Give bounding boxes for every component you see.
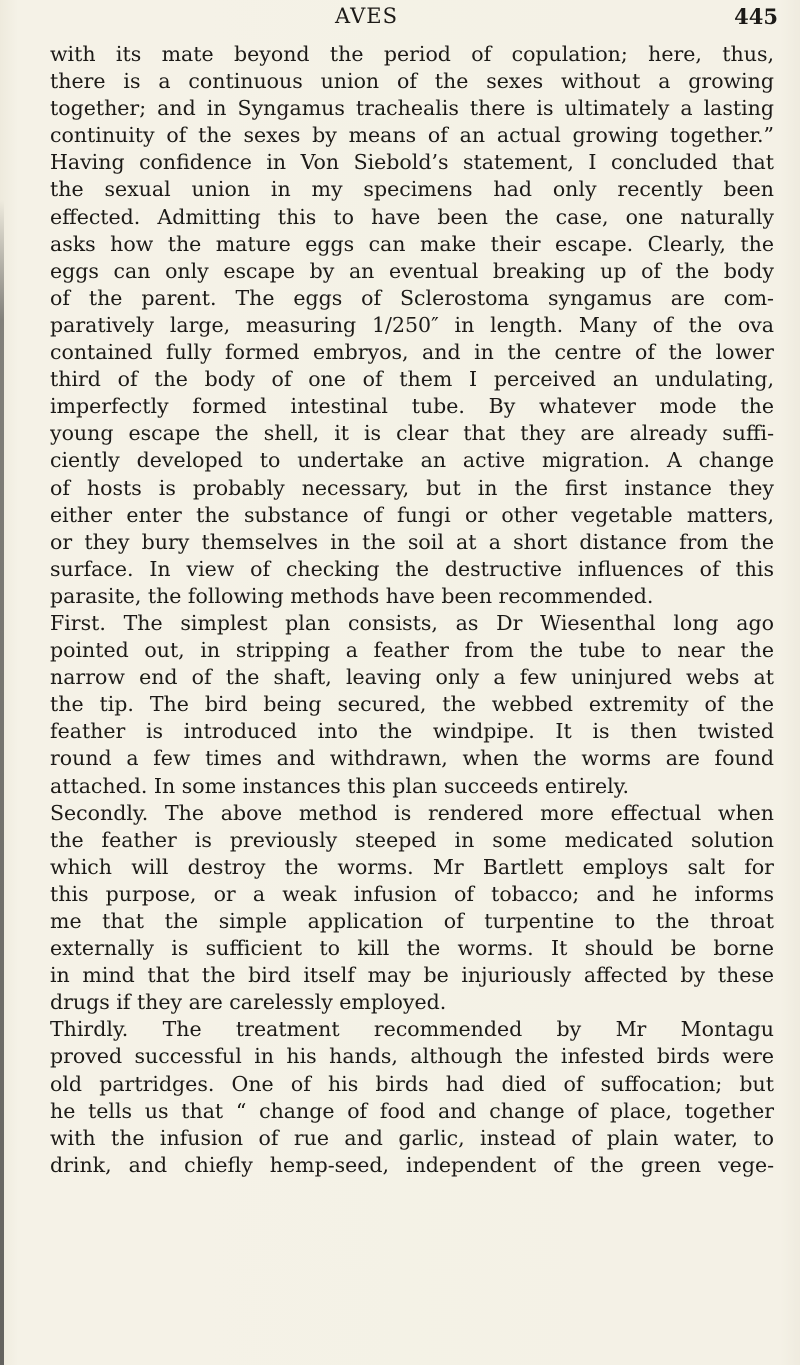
text-line: either enter the substance of fungi or other vegetable matters, bbox=[50, 502, 774, 527]
text-line: the sexual union in my specimens had only recently been bbox=[50, 177, 774, 202]
text-line: paratively large, measuring 1/250″ in length. Many of the ova bbox=[50, 312, 774, 337]
text-line: eggs can only escape by an eventual breaking up of the body bbox=[50, 258, 774, 283]
text-line: this purpose, or a weak infusion of tobacco; and he informs bbox=[50, 881, 774, 906]
text-line: externally is sufficient to kill the worms. It should be borne bbox=[50, 936, 774, 961]
text-line: contained fully formed embryos, and in the centre of the lower bbox=[50, 340, 774, 365]
running-title: AVES bbox=[335, 4, 399, 28]
page-edge-shadow bbox=[0, 200, 4, 1365]
text-line: or they bury themselves in the soil at a short distance from the bbox=[50, 529, 774, 554]
running-head bbox=[0, 4, 800, 34]
text-line: the tip. The bird being secured, the webbed extremity of the bbox=[50, 692, 774, 717]
text-line: Having confidence in Von Siebold’s statement, I concluded that bbox=[50, 150, 774, 175]
text-line: with the infusion of rue and garlic, instead of plain water, to bbox=[50, 1125, 774, 1150]
text-line: ciently developed to undertake an active migration. A change bbox=[50, 448, 774, 473]
text-line: drugs if they are carelessly employed. bbox=[50, 990, 447, 1015]
body-text bbox=[50, 41, 774, 1179]
text-line: asks how the mature eggs can make their escape. Clearly, the bbox=[50, 231, 774, 256]
text-line: proved successful in his hands, although the infested birds were bbox=[50, 1044, 774, 1069]
text-line: surface. In view of checking the destructive influences of this bbox=[50, 556, 774, 581]
text-line: continuity of the sexes by means of an actual growing together.” bbox=[50, 123, 774, 148]
text-line: imperfectly formed intestinal tube. By whatever mode the bbox=[50, 394, 774, 419]
text-line: parasite, the following methods have been recommended. bbox=[50, 583, 654, 608]
text-line: narrow end of the shaft, leaving only a few uninjured webs at bbox=[50, 665, 774, 690]
text-line: together; and in Syngamus trachealis there is ultimately a lasting bbox=[50, 96, 774, 121]
text-line: he tells us that “ change of food and change of place, together bbox=[50, 1098, 774, 1123]
text-line: which will destroy the worms. Mr Bartlett employs salt for bbox=[50, 854, 774, 879]
text-line: old partridges. One of his birds had died of suffocation; but bbox=[50, 1071, 774, 1096]
text-line: the feather is previously steeped in some medicated solution bbox=[50, 827, 774, 852]
text-line: me that the simple application of turpentine to the throat bbox=[50, 909, 774, 933]
text-line: pointed out, in stripping a feather from the tube to near the bbox=[50, 638, 774, 663]
text-line: round a few times and withdrawn, when the worms are found bbox=[50, 746, 774, 771]
text-line: Thirdly. The treatment recommended by Mr Montagu bbox=[50, 1017, 774, 1042]
text-line: with its mate beyond the period of copulation; here, thus, bbox=[50, 42, 774, 66]
text-line: third of the body of one of them I perceived an undulating, bbox=[50, 367, 774, 392]
text-line: drink, and chiefly hemp-seed, independent of the green vege- bbox=[50, 1152, 774, 1177]
text-line: First. The simplest plan consists, as Dr Wiesenthal long ago bbox=[50, 610, 774, 635]
text-line: effected. Admitting this to have been the case, one naturally bbox=[50, 204, 774, 229]
text-line: attached. In some instances this plan succeeds entirely. bbox=[50, 773, 630, 798]
text-line: of the parent. The eggs of Sclerostoma syngamus are com- bbox=[50, 285, 774, 310]
page-number: 445 bbox=[734, 4, 778, 29]
text-line: of hosts is probably necessary, but in the first instance they bbox=[50, 475, 774, 500]
text-line: Secondly. The above method is rendered more effectual when bbox=[50, 800, 774, 825]
text-line: young escape the shell, it is clear that they are already suffi- bbox=[50, 421, 774, 446]
text-line: in mind that the bird itself may be injuriously affected by these bbox=[50, 963, 774, 988]
text-line: there is a continuous union of the sexes without a growing bbox=[50, 69, 774, 94]
text-line: feather is introduced into the windpipe. It is then twisted bbox=[50, 719, 774, 744]
